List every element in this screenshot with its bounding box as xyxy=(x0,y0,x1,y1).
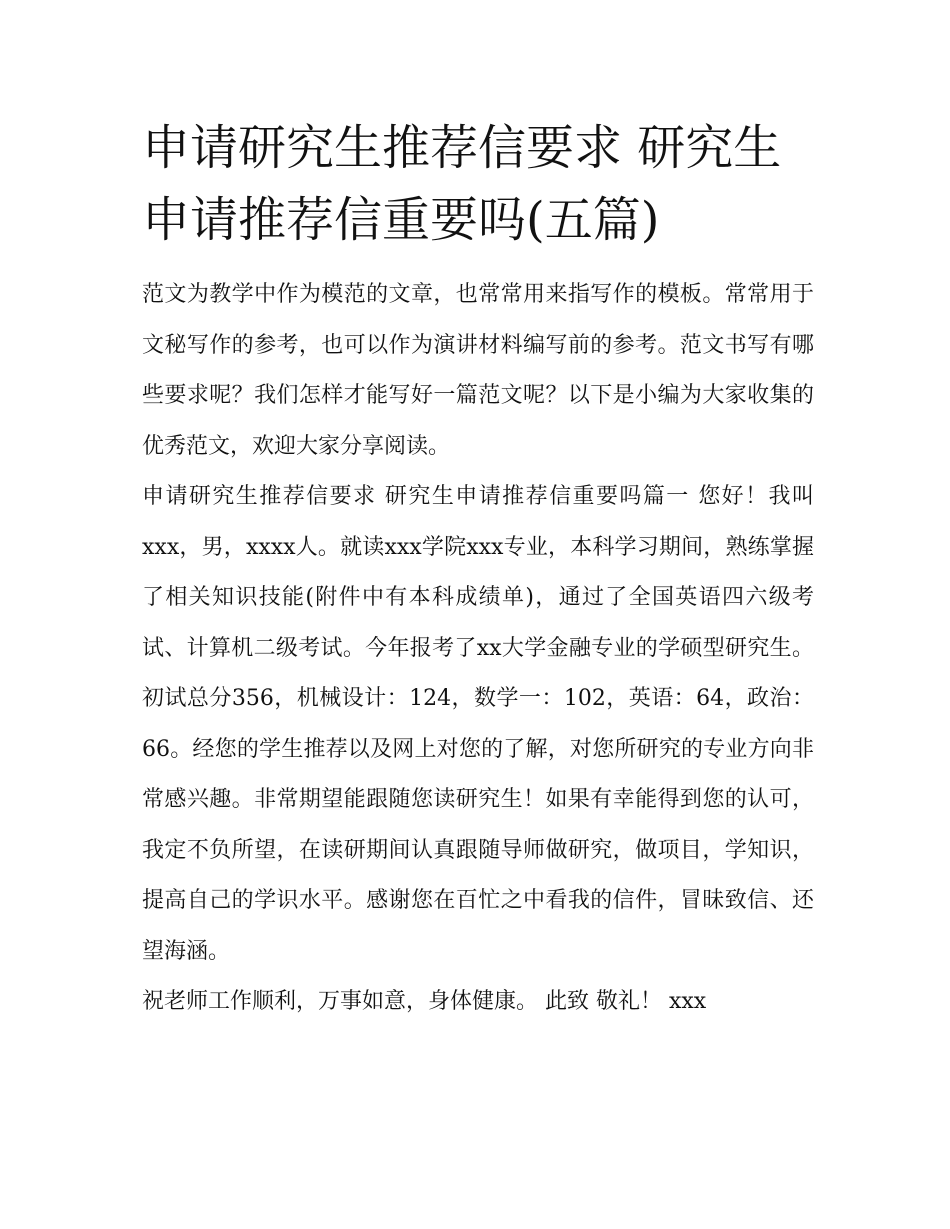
document-title: 申请研究生推荐信要求 研究生申请推荐信重要吗(五篇) xyxy=(142,120,782,248)
document-content xyxy=(142,112,814,1028)
letter-closing-paragraph: 祝老师工作顺利，万事如意，身体健康。 此致 敬礼！ xxx xyxy=(142,989,707,1014)
intro-paragraph: 范文为教学中作为模范的文章，也常常用来指写作的模板。常常用于文秘写作的参考，也可以作为演讲材料编写前的参考。范文书写有哪些要求呢？我们怎样才能写好一篇范文呢？以下是小编为大家收集的优秀范文，欢迎大家分享阅读。 xyxy=(142,282,814,459)
letter-body-paragraph: 申请研究生推荐信要求 研究生申请推荐信重要吗篇一 您好！我叫xxx，男，xxxx人。就读xxx学院xxx专业，本科学习期间，熟练掌握了相关知识技能(附件中有本科成绩单)，通过了全国英语四六级考试、计算机二级考试。今年报考了xx大学金融专业的学硕型研究生。初试总分356，机械设计：124，数学一：102，英语：64，政治：66。经您的学生推荐以及网上对您的了解，对您所研究的专业方向非常感兴趣。非常期望能跟随您读研究生！如果有幸能得到您的认可，我定不负所望，在读研期间认真跟随导师做研究，做项目，学知识，提高自己的学识水平。感谢您在百忙之中看我的信件，冒昧致信、还望海涵。 xyxy=(142,484,814,964)
